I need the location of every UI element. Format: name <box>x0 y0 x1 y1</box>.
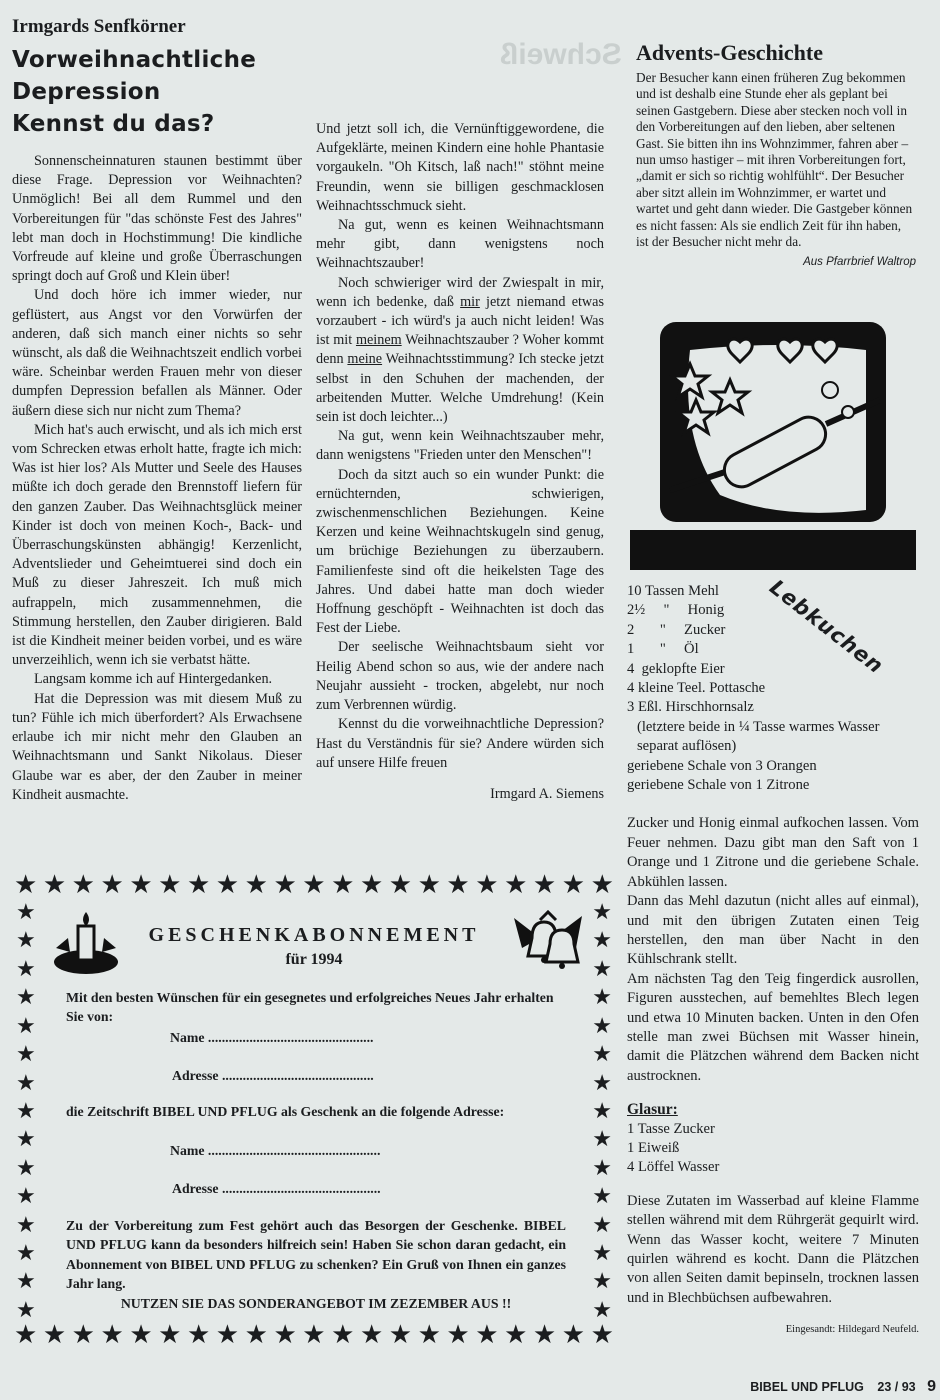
star-icon: ★ <box>592 1098 612 1124</box>
sender-name-field[interactable]: Name ................................................ <box>170 1030 374 1045</box>
star-icon: ★ <box>388 870 413 900</box>
promo-call-to-action: NUTZEN SIE DAS SONDERANGEBOT IM ZEZEMBER AUS !! <box>120 1295 512 1311</box>
advent-title: Advents-Geschichte <box>636 40 823 65</box>
star-icon: ★ <box>359 870 384 900</box>
star-icon: ★ <box>129 1320 153 1350</box>
star-icon: ★ <box>16 1212 36 1238</box>
star-icon: ★ <box>71 870 95 900</box>
star-icon: ★ <box>158 870 182 900</box>
advent-text: Der Besucher kann einen früheren Zug bekommen und ist deshalb eine Stunde eher als geplant bei seinen Gastgebern. Diese aber stecken noch voll in den Vorbereitungen auf den lieben, aber seltenen Gast. Sie bitten ihn ins Wohnzimmer, fahren aber – nun umso hastiger – mit ihren Vorbereitungen fort, „damit er sich so richtig wohlfühlt“. Der Besucher aber sitzt allein im Wohnzimmer, er wartet und wartet und geht dann wieder. Die Gastgeber können es nicht fassen: Als sie endlich Zeit für ihn haben, ist der Besucher nicht mehr da. <box>636 70 913 250</box>
star-icon: ★ <box>446 870 470 900</box>
article-paragraph: Sonnenscheinnaturen staunen bestimmt über diese Frage. Depression vor Weihnachten? Unmöglich! Bei all dem Rummel und den Vorbereitungen für "das schönste Fest des Jahres" lebt man doch in Hochstimmung! Die kindliche Vorfreude auf kleine und große Überraschungen springt doch auf Groß und Klein über! <box>12 153 302 285</box>
glaze-title: Glasur: <box>627 1101 678 1119</box>
star-icon: ★ <box>16 1184 36 1210</box>
article-paragraph: Doch da sitzt auch so ein wunder Punkt: die ernüchternden, schwierigen, zwischenmenschlichen Beziehungen. Keine Kerzen und keine Weihnachtskugeln sind genug, um brüchige Beziehungen zu überzaubern. Familienfeste sind oft die heikelsten Tage des Jahres. Und dabei hatte man doch wieder Hoffnung geschöpft - Weihnachten ist doch das Fest der Liebe. <box>316 466 604 637</box>
star-icon: ★ <box>592 956 612 982</box>
issue-number: 23 / 93 <box>877 1380 916 1394</box>
article-title-line2: Kennst du das? <box>12 111 215 137</box>
star-icon: ★ <box>16 1070 36 1096</box>
column-middle <box>316 120 604 804</box>
star-icon: ★ <box>592 1070 612 1096</box>
star-icon: ★ <box>16 900 36 925</box>
gift-subscription-year: für 1994 <box>285 951 343 968</box>
star-icon: ★ <box>186 1320 211 1350</box>
article-body-left <box>12 152 302 805</box>
star-icon: ★ <box>592 1013 612 1039</box>
recipe-credit: Eingesandt: Hildegard Neufeld. <box>785 1324 919 1336</box>
star-border-top <box>14 872 614 898</box>
star-icon: ★ <box>16 1042 36 1068</box>
gift-subscription-box <box>14 872 614 1352</box>
ingredient-line: 2 " Zucker <box>627 621 726 638</box>
star-icon: ★ <box>244 1320 268 1350</box>
star-icon: ★ <box>16 985 36 1011</box>
star-icon: ★ <box>592 1184 612 1210</box>
star-icon: ★ <box>16 1241 36 1267</box>
star-icon: ★ <box>592 1155 612 1181</box>
article-paragraph: Und doch höre ich immer wieder, nur geflüstert, aus Angst vor den Vorwürfen der anderen, daß sich manch einer nichts so sehr wünscht, als daß die Weihnachtszeit endlich vorbei wäre. Scheinbar werden Frauen mehr von dieser dumpfen Depression befallen als Männer. Oder äußern diese sich nur nicht zum Thema? <box>12 287 302 419</box>
gift-promo-text <box>66 1216 566 1313</box>
sender-address-field[interactable]: Adresse ............................................ <box>172 1068 374 1083</box>
ingredient-line: 10 Tassen Mehl <box>627 583 719 599</box>
gift-recipient-text: die Zeitschrift BIBEL UND PFLUG als Geschenk an die folgende Adresse: <box>66 1104 505 1119</box>
star-icon: ★ <box>592 1297 612 1323</box>
star-icon: ★ <box>561 1320 586 1350</box>
star-icon: ★ <box>592 1212 612 1238</box>
star-icon: ★ <box>273 870 297 900</box>
star-icon: ★ <box>16 1098 36 1124</box>
star-icon: ★ <box>16 1013 36 1039</box>
glaze-item: 1 Tasse Zucker <box>627 1120 715 1137</box>
ingredient-line: geriebene Schale von 3 Orangen <box>627 757 817 774</box>
star-icon: ★ <box>504 870 528 900</box>
star-icon: ★ <box>71 1320 95 1350</box>
glaze-instructions: Diese Zutaten im Wasserbad auf kleine Flamme stellen während mit dem Rührgerät gequirlt wird. Wenn das Wasser kocht, weitere 7 Minuten quirlen während es kocht. Dann die Plätzchen von allen Seiten damit bepinseln, trocknen lassen und in Blechbüchsen aufbewahren. <box>627 1192 919 1306</box>
star-icon: ★ <box>532 870 557 900</box>
cookie-dot-icon <box>822 382 838 398</box>
article-title-line1: Vorweihnachtliche Depression <box>12 47 257 105</box>
promo-text: Zu der Vorbereitung zum Fest gehört auch das Besorgen der Geschenke. BIBEL UND PFLUG kann da besonders hilfreich sein! Haben Sie schon daran gedacht, ein Abonnement von BIBEL UND PFLUG zu schenken? Ein Gruß von Ihnen ein ganzes Jahr lang. <box>66 1218 566 1292</box>
instruction-step: Dann das Mehl dazutun (nicht alles auf einmal), und mit den übrigen Zutaten einen Teig herstellen, den man über Nacht in den Kühlschrank stellt. <box>627 893 919 968</box>
star-icon: ★ <box>273 1320 297 1350</box>
article-paragraph: Mich hat's auch erwischt, und als ich mich erst vom Schrecken etwas erholt hatte, fragte ich mich: Was ist hier los? Als Mutter und Seele des Hauses müßte ich doch gerade den Brennstoff liefern für den ganzen Zauber. Das Weihnachtsglück meiner Kinder ist doch von meinen Koch-, Back- und Überraschungskünsten abhängig! Kerzenlicht, Adventslieder und Geheimtuerei sind doch ein Muß zu dieser Jahreszeit. Ich muß mich aufrappeln, mich zusammennehmen, die Stimmung herstellen, den Zauber dirigieren. Bald ist die Kindheit meiner beiden vorbei, und es wäre unverzeihlich, wenn ich sie verbatst hätte. <box>12 421 302 669</box>
emphasis-mir: mir <box>460 293 480 310</box>
star-icon: ★ <box>302 1320 326 1350</box>
article-paragraph: Langsam komme ich auf Hintergedanken. <box>34 671 273 688</box>
text-run: Weihnachtszauber ? Woher kommt denn <box>316 332 604 368</box>
star-icon: ★ <box>592 928 612 954</box>
text-run: Noch schwieriger wird der Zwiespalt in mir, wenn ich bedenke, daß <box>316 274 604 310</box>
star-icon: ★ <box>42 1320 67 1350</box>
star-icon: ★ <box>592 1127 612 1153</box>
advent-story <box>626 40 916 271</box>
star-icon: ★ <box>590 1320 614 1350</box>
text-run: jetzt niemand etwas vorzaubert - ich würd's ja auch nicht leiden! Was ist mit <box>316 293 604 349</box>
recipe-title: Lebkuchen <box>765 575 889 679</box>
cookie-dot-icon <box>842 406 854 418</box>
bleed-through-decoration: Schweiß <box>500 38 622 71</box>
gift-subscription-title: GESCHENKABONNEMENT <box>148 924 480 946</box>
star-icon: ★ <box>504 1320 528 1350</box>
star-icon: ★ <box>417 870 441 900</box>
star-icon: ★ <box>359 1320 384 1350</box>
title-band <box>630 530 916 570</box>
glaze-item: 4 Löffel Wasser <box>627 1159 720 1176</box>
page-number: 9 <box>927 1378 936 1395</box>
instruction-step: Am nächsten Tag den Teig fingerdick ausrollen, Figuren ausstechen, auf bemehltes Blech legen und etwa 10 Minuten backen. Unten in den Ofen stelle man zwei Büchsen mit Wasser hinein, damit die Plätzchen während dem Backen nicht austrocknen. <box>627 970 919 1084</box>
ingredient-line: geriebene Schale von 1 Zitrone <box>627 777 810 794</box>
star-icon: ★ <box>592 900 612 925</box>
advent-source: Aus Pfarrbrief Waltrop <box>803 256 916 269</box>
ingredient-line: 1 " Öl <box>627 641 699 658</box>
instruction-step: Zucker und Honig einmal aufkochen lassen. Vom Feuer nehmen. Dazu gibt man den Saft von 1 Orange und 1 Zitrone und die geriebene Schale. Abkühlen lassen. <box>627 815 919 890</box>
star-icon: ★ <box>16 1127 36 1153</box>
star-icon: ★ <box>592 985 612 1011</box>
page-footer <box>750 1378 936 1396</box>
star-icon: ★ <box>592 1241 612 1267</box>
star-icon: ★ <box>129 870 153 900</box>
star-icon: ★ <box>16 956 36 982</box>
star-icon: ★ <box>16 1297 36 1323</box>
article-paragraph: Kennst du die vorweihnachtliche Depression? Hast du Verständnis für sie? Andere würden sich auf unsere Hilfe freuen <box>316 716 604 771</box>
article-paragraph: Na gut, wenn kein Weihnachtszauber mehr, dann wenigstens "Frieden unter den Menschen"! <box>316 428 604 464</box>
ingredient-line: 3 Eßl. Hirschhornsalz <box>627 699 754 716</box>
article-author: Irmgard A. Siemens <box>490 785 604 802</box>
star-icon: ★ <box>16 1155 36 1181</box>
star-icon: ★ <box>475 870 499 900</box>
star-icon: ★ <box>100 870 124 900</box>
text-run: Weihnachtsstimmung? Ich stecke jetzt selbst in den Schuhen der machenden, der arbeitenden Mutter. Welche Umdrehung! (Kein sein ist doch leichter...) <box>316 351 604 426</box>
star-icon: ★ <box>331 870 355 900</box>
star-icon: ★ <box>14 870 38 900</box>
recipient-address-field[interactable]: Adresse .............................................. <box>172 1181 381 1196</box>
star-icon: ★ <box>388 1320 413 1350</box>
article-paragraph <box>316 274 604 428</box>
star-icon: ★ <box>561 870 586 900</box>
star-icon: ★ <box>42 870 67 900</box>
star-icon: ★ <box>14 1320 38 1350</box>
star-icon: ★ <box>331 1320 355 1350</box>
star-icon: ★ <box>446 1320 470 1350</box>
star-icon: ★ <box>592 1042 612 1068</box>
star-icon: ★ <box>244 870 268 900</box>
star-icon: ★ <box>592 1269 612 1295</box>
star-icon: ★ <box>302 870 326 900</box>
emphasis-meinem: meinem <box>355 332 402 349</box>
star-icon: ★ <box>475 1320 499 1350</box>
recipe <box>627 582 919 1340</box>
article-paragraph: Der seelische Weihnachtsbaum sieht vor Heilig Abend schon so aus, wie der andere nach Neujahr aussieht - trocken, abgelebt, nur noch zum Verbrennen würdig. <box>316 639 604 714</box>
star-icon: ★ <box>532 1320 557 1350</box>
magazine-name: BIBEL UND PFLUG <box>750 1380 864 1394</box>
article-paragraph: Na gut, wenn es keinen Weihnachtsmann mehr gibt, dann wenigstens noch Weihnachtszauber! <box>316 217 604 272</box>
column-left <box>12 16 302 805</box>
star-icon: ★ <box>215 1320 240 1350</box>
ingredient-line: 4 kleine Teel. Pottasche <box>627 680 766 697</box>
recipient-name-field[interactable]: Name .................................................. <box>170 1143 381 1158</box>
star-icon: ★ <box>16 1269 36 1295</box>
ingredient-line: 4 geklopfte Eier <box>627 660 725 677</box>
emphasis-meine: meine <box>347 351 383 368</box>
star-icon: ★ <box>16 928 36 954</box>
article-paragraph: Und jetzt soll ich, die Vernünftiggewordene, die Aufgeklärte, meinen Kindern eine hohle Phantasie vorgaukeln. "Oh Kitsch, laß nach!" stöhnt meine Freundin, wenn sie billigen geschmacklosen Weihnachtsschmuck sieht. <box>316 121 604 214</box>
ingredient-line: 2½ " Honig <box>627 602 725 619</box>
star-icon: ★ <box>186 870 211 900</box>
star-icon: ★ <box>215 870 240 900</box>
glaze-item: 1 Eiweiß <box>627 1139 680 1156</box>
star-icon: ★ <box>100 1320 124 1350</box>
star-icon: ★ <box>417 1320 441 1350</box>
baking-illustration <box>630 320 916 574</box>
star-icon: ★ <box>590 870 614 900</box>
ingredient-note: (letztere beide in ¼ Tasse warmes Wasser separat auflösen) <box>637 718 880 755</box>
star-border-bottom <box>14 1322 614 1348</box>
gift-intro-text: Mit den besten Wünschen für ein gesegnetes und erfolgreiches Neues Jahr erhalten Sie von: <box>66 990 554 1024</box>
star-icon: ★ <box>158 1320 182 1350</box>
column-kicker: Irmgards Senfkörner <box>12 16 186 37</box>
article-paragraph: Hat die Depression was mit diesem Muß zu tun? Fühle ich mich überfordert? Als Erwachsene erlaube ich mir nicht mehr den Glauben an Weihnachtsmann und Sankt Nikolaus. Dieser Glaube war es aber, der den Zauber in meiner Kindheit ausmachte. <box>12 690 302 803</box>
